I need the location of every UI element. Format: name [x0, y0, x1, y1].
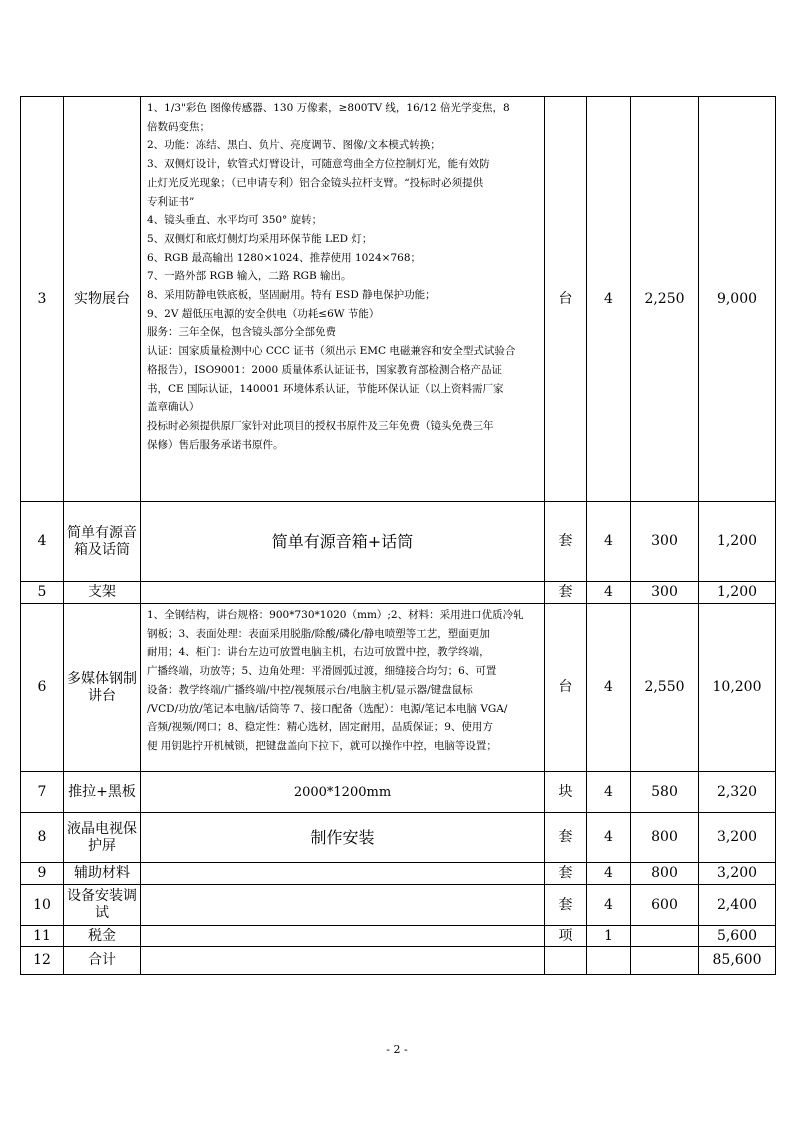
item-qty: 1 [587, 926, 631, 947]
item-price [631, 947, 699, 975]
item-total: 2,400 [699, 885, 776, 926]
item-total: 85,600 [699, 947, 776, 975]
spec-line: 音频/视频/网口；8、稳定性：精心选材，固定耐用，品质保证；9、使用方 [147, 721, 493, 734]
item-name: 多媒体钢制讲台 [64, 604, 141, 772]
item-name: 辅助材料 [64, 863, 141, 885]
item-spec: 制作安装 [141, 813, 545, 863]
item-number: 5 [21, 582, 64, 604]
item-price: 600 [631, 885, 699, 926]
item-unit: 块 [545, 772, 587, 813]
table-row [21, 97, 776, 502]
table-row [21, 813, 776, 863]
spec-line: 专利证书” [147, 195, 195, 208]
item-number: 7 [21, 772, 64, 813]
item-price: 800 [631, 813, 699, 863]
spec-line: 2、功能：冻结、黑白、负片、亮度调节、图像/文本模式转换； [147, 139, 441, 152]
item-name: 液晶电视保护屏 [64, 813, 141, 863]
spec-line: 认证：国家质量检测中心 CCC 证书（须出示 EMC 电磁兼容和安全型式试验合 [147, 345, 516, 358]
spec-line: 广播终端，功放等；5、边角处理：平滑圆弧过渡，细缝接合均匀；6、可置 [147, 665, 497, 678]
item-unit: 套 [545, 813, 587, 863]
item-total: 2,320 [699, 772, 776, 813]
table-row [21, 502, 776, 582]
item-spec [141, 926, 545, 947]
item-number: 4 [21, 502, 64, 582]
item-total: 3,200 [699, 813, 776, 863]
spec-line: 5、双侧灯和底灯侧灯均采用环保节能 LED 灯； [147, 232, 373, 245]
item-unit [545, 947, 587, 975]
spec-line: 止灯光反光现象；（已申请专利）铝合金镜头拉杆支臂。“投标时必须提供 [147, 176, 484, 189]
spec-line: 7、一路外部 RGB 输入，二路 RGB 输出。 [147, 270, 352, 283]
table-row [21, 772, 776, 813]
item-qty: 4 [587, 604, 631, 772]
item-unit: 套 [545, 885, 587, 926]
spec-line: 钢板；3、表面处理：表面采用脱脂/除酸/磷化/静电喷塑等工艺，塑面更加 [147, 627, 490, 640]
table-row [21, 863, 776, 885]
item-name: 实物展台 [64, 97, 141, 502]
spec-line: 耐用；4、柜门：讲台左边可放置电脑主机，右边可放置中控，教学终端， [147, 646, 490, 659]
item-total: 3,200 [699, 863, 776, 885]
spec-line: 1、1/3"彩色 图像传感器、130 万像素，≥800TV 线，16/12 倍光学变焦，8 [147, 102, 510, 114]
item-unit: 项 [545, 926, 587, 947]
table-row [21, 582, 776, 604]
item-name: 支架 [64, 582, 141, 604]
spec-line: 1、全钢结构，讲台规格：900*730*1020（mm）;2、材料：采用进口优质冷轧 [147, 609, 524, 621]
item-spec [141, 863, 545, 885]
table-row [21, 947, 776, 975]
quotation-table [20, 96, 776, 975]
item-price: 800 [631, 863, 699, 885]
spec-line: 6、RGB 最高输出 1280×1024、推荐使用 1024×768； [147, 251, 422, 264]
item-unit: 台 [545, 97, 587, 502]
spec-line: /VCD/功放/笔记本电脑/话筒等 7、接口配备（选配）：电源/笔记本电脑 VGA/ [147, 702, 508, 715]
item-unit: 台 [545, 604, 587, 772]
spec-line: 书，CE 国际认证，140001 环境体系认证，节能环保认证（以上资料需厂家 [147, 382, 504, 395]
spec-line: 4、镜头垂直、水平均可 350° 旋转； [147, 214, 323, 227]
item-unit: 套 [545, 863, 587, 885]
item-spec [141, 885, 545, 926]
item-name: 推拉+黑板 [64, 772, 141, 813]
table-row [21, 926, 776, 947]
spec-line: 设备：教学终端/广播终端/中控/视频展示台/电脑主机/显示器/键盘鼠标 [147, 683, 473, 696]
item-spec [141, 97, 545, 502]
spec-text-block [141, 604, 544, 756]
item-number: 12 [21, 947, 64, 975]
item-price: 300 [631, 582, 699, 604]
spec-line: 投标时必须提供原厂家针对此项目的授权书原件及三年免费（镜头免费三年 [147, 419, 494, 432]
item-total: 1,200 [699, 502, 776, 582]
item-qty: 4 [587, 863, 631, 885]
item-qty: 4 [587, 885, 631, 926]
spec-line: 3、双侧灯设计，软管式灯臂设计，可随意弯曲全方位控制灯光，能有效防 [147, 158, 490, 171]
item-name: 简单有源音箱及话筒 [64, 502, 141, 582]
item-number: 11 [21, 926, 64, 947]
spec-line: 9、2V 超低压电源的安全供电（功耗≤6W 节能） [147, 307, 380, 320]
item-qty: 4 [587, 772, 631, 813]
item-total: 9,000 [699, 97, 776, 502]
item-spec [141, 947, 545, 975]
item-unit: 套 [545, 502, 587, 582]
item-price: 2,250 [631, 97, 699, 502]
item-qty: 4 [587, 97, 631, 502]
item-total: 5,600 [699, 926, 776, 947]
item-spec: 2000*1200mm [141, 772, 545, 813]
item-number: 8 [21, 813, 64, 863]
item-number: 9 [21, 863, 64, 885]
item-name: 税金 [64, 926, 141, 947]
item-unit: 套 [545, 582, 587, 604]
spec-line: 便 用钥匙拧开机械锁，把键盘盖向下拉下，就可以操作中控，电脑等设置； [147, 739, 497, 752]
spec-line: 8、采用防静电铁底板，坚固耐用。特有 ESD 静电保护功能； [147, 289, 436, 302]
item-number: 6 [21, 604, 64, 772]
spec-line: 格报告），ISO9001：2000 质量体系认证证书，国家教育部检测合格产品证 [147, 363, 502, 376]
item-spec [141, 604, 545, 772]
item-price: 580 [631, 772, 699, 813]
item-price: 2,550 [631, 604, 699, 772]
spec-line: 盖章确认） [147, 401, 200, 414]
item-qty: 4 [587, 502, 631, 582]
spec-text-block [141, 97, 544, 454]
item-total: 1,200 [699, 582, 776, 604]
item-spec [141, 582, 545, 604]
item-name: 设备安装调试 [64, 885, 141, 926]
spec-line: 保修）售后服务承诺书原件。 [147, 438, 284, 451]
item-qty: 4 [587, 582, 631, 604]
spec-line: 倍数码变焦； [147, 120, 210, 133]
item-spec: 简单有源音箱+话筒 [141, 502, 545, 582]
item-qty [587, 947, 631, 975]
item-total: 10,200 [699, 604, 776, 772]
table-row [21, 885, 776, 926]
item-number: 3 [21, 97, 64, 502]
page-number: - 2 - [386, 1043, 408, 1056]
item-number: 10 [21, 885, 64, 926]
item-price [631, 926, 699, 947]
item-qty: 4 [587, 813, 631, 863]
item-price: 300 [631, 502, 699, 582]
table-row [21, 604, 776, 772]
spec-line: 服务：三年全保，包含镜头部分全部免费 [147, 326, 336, 339]
item-name: 合计 [64, 947, 141, 975]
